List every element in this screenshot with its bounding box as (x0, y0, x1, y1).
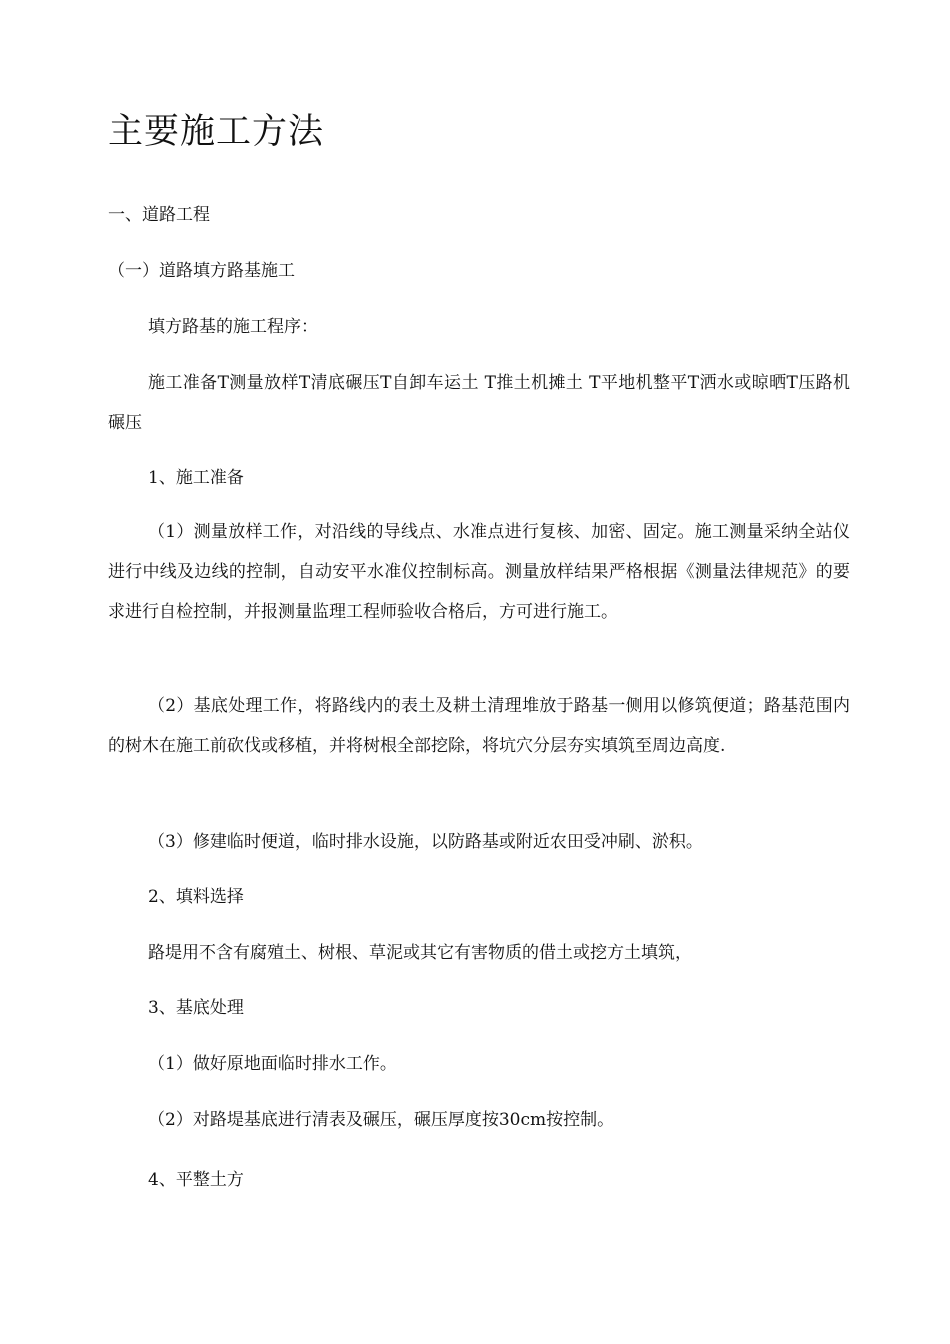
subsection-heading-fill-subgrade: （一）道路填方路基施工 (108, 261, 295, 281)
procedure-heading: 填方路基的施工程序： (148, 317, 318, 337)
item-1-heading: 1、施工准备 (148, 468, 244, 488)
procedure-text: 施工准备T测量放样T清底碾压T自卸车运土 T推土机摊土 T平地机整平T洒水或晾晒T压路机碾压 (108, 373, 850, 433)
section-heading-road-works: 一、道路工程 (108, 205, 210, 225)
item-1-paragraph-1: （1）测量放样工作，对沿线的导线点、水准点进行复核、加密、固定。施工测量采纳全站仪进行中线及边线的控制，自动安平水准仪控制标高。测量放样结果严格根据《测量法律规范》的要求进行自检控制，并报测量监理工程师验收合格后，方可进行施工。 (108, 522, 850, 622)
page-title: 主要施工方法 (108, 112, 325, 152)
item-3-paragraph-2: （2）对路堤基底进行清表及碾压，碾压厚度按30cm按控制。 (148, 1110, 615, 1130)
item-3-heading: 3、基底处理 (148, 998, 244, 1018)
item-4-heading: 4、平整土方 (148, 1170, 244, 1190)
item-1-paragraph-3: （3）修建临时便道，临时排水设施，以防路基或附近农田受冲刷、淤积。 (148, 832, 703, 852)
item-1-paragraph-2: （2）基底处理工作，将路线内的表土及耕土清理堆放于路基一侧用以修筑便道；路基范围内的树木在施工前砍伐或移植，并将树根全部挖除，将坑穴分层夯实填筑至周边高度. (108, 696, 850, 756)
item-3-paragraph-1: （1）做好原地面临时排水工作。 (148, 1054, 397, 1074)
item-2-paragraph-1: 路堤用不含有腐殖土、树根、草泥或其它有害物质的借土或挖方土填筑， (148, 943, 692, 963)
item-2-heading: 2、填料选择 (148, 887, 244, 907)
